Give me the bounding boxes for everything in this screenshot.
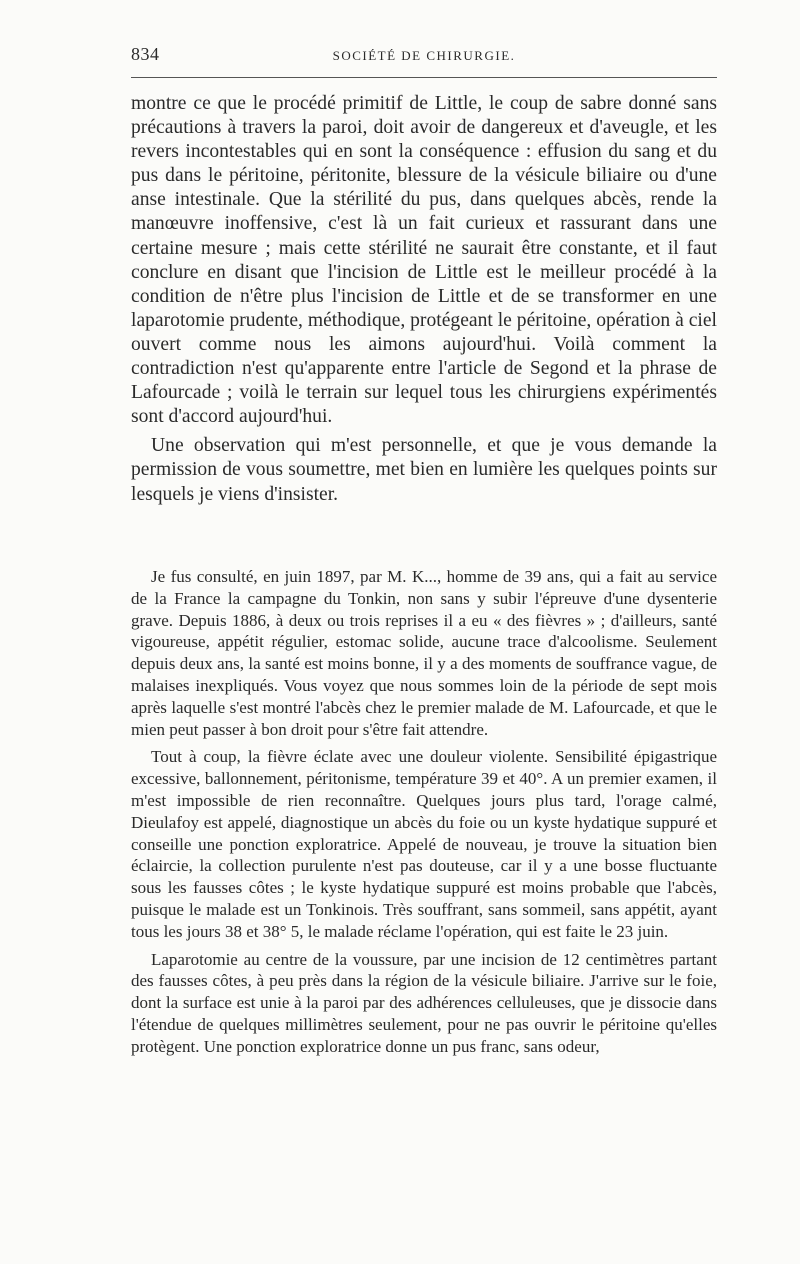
running-head xyxy=(131,44,717,72)
paragraph: montre ce que le procédé primitif de Little, le coup de sabre donné sans précautions à travers la paroi, doit avoir de dangereux et d'aveugle, et les revers incontestables qui en sont la conséquence : effusion du sang et du pus dans le péritoine, péritonite, blessure de la vésicule biliaire ou d'une anse intestinale. Que la stérilité du pus, dans quelques abcès, rende la manœuvre inoffensive, c'est là un fait curieux et rassurant dans une certaine mesure ; mais cette stérilité ne saurait être constante, et il faut conclure en disant que l'incision de Little est le meilleur procédé à la condition de n'être plus l'incision de Little et de se transformer en une laparotomie prudente, méthodique, protégeant le péritoine, opération à ciel ouvert comme nous les aimons aujourd'hui. Voilà comment la contradiction n'est qu'apparente entre l'article de Segond et la phrase de Lafourcade ; voilà le terrain sur lequel tous les chirurgiens expérimentés sont d'accord aujourd'hui. xyxy=(131,93,717,428)
journal-title: SOCIÉTÉ DE CHIRURGIE. xyxy=(332,48,516,63)
paragraph: Une observation qui m'est personnelle, et que je vous demande la permission de vous soumettre, met bien en lumière les quelques points sur lesquels je viens d'insister. xyxy=(131,435,717,505)
page-number: 834 xyxy=(131,44,160,64)
case-paragraph: Tout à coup, la fièvre éclate avec une douleur violente. Sensibilité épigastrique excessive, ballonnement, péritonisme, température 39 et 40°. A un premier examen, il m'est impossible de rien reconnaître. Quelques jours plus tard, l'orage calmé, Dieulafoy est appelé, diagnostique un abcès du foie ou un kyste hydatique suppuré et conseille une ponction exploratrice. Appelé de nouveau, je trouve la situation bien éclaircie, la collection purulente n'est pas douteuse, car il y a une bosse fluctuante sous les fausses côtes ; le kyste hydatique suppuré est moins probable que l'abcès, puisque le malade est un Tonkinois. Très souffrant, sans sommeil, sans appétit, ayant tous les jours 38 et 38° 5, le malade réclame l'opération, qui est faite le 23 juin. xyxy=(131,747,717,941)
case-paragraph: Laparotomie au centre de la voussure, par une incision de 12 centimètres partant des fausses côtes, à peu près dans la région de la vésicule biliaire. J'arrive sur le foie, dont la surface est unie à la paroi par des adhérences celluleuses, que je dissocie dans l'étendue de quelques millimètres seulement, pour ne pas ouvrir le péritoine qu'elles protègent. Une ponction exploratrice donne un pus franc, sans odeur, xyxy=(131,949,717,1056)
header-rule xyxy=(131,77,717,78)
main-text xyxy=(131,92,717,507)
case-paragraph: Je fus consulté, en juin 1897, par M. K..., homme de 39 ans, qui a fait au service de la France la campagne du Tonkin, non sans y subir l'épreuve d'une dysenterie grave. Depuis 1886, à deux ou trois reprises il a eu « des fièvres » ; d'ailleurs, santé vigoureuse, appétit régulier, estomac solide, aucune trace d'alcoolisme. Seulement depuis deux ans, la santé est moins bonne, il y a des moments de souffrance vague, de malaises inexpliqués. Vous voyez que nous sommes loin de la période de sept mois après laquelle s'est montré l'abcès chez le premier malade de M. Lafourcade, et que le mien peut passer à bon droit pour s'être fait attendre. xyxy=(131,567,717,739)
case-report xyxy=(131,566,717,1058)
